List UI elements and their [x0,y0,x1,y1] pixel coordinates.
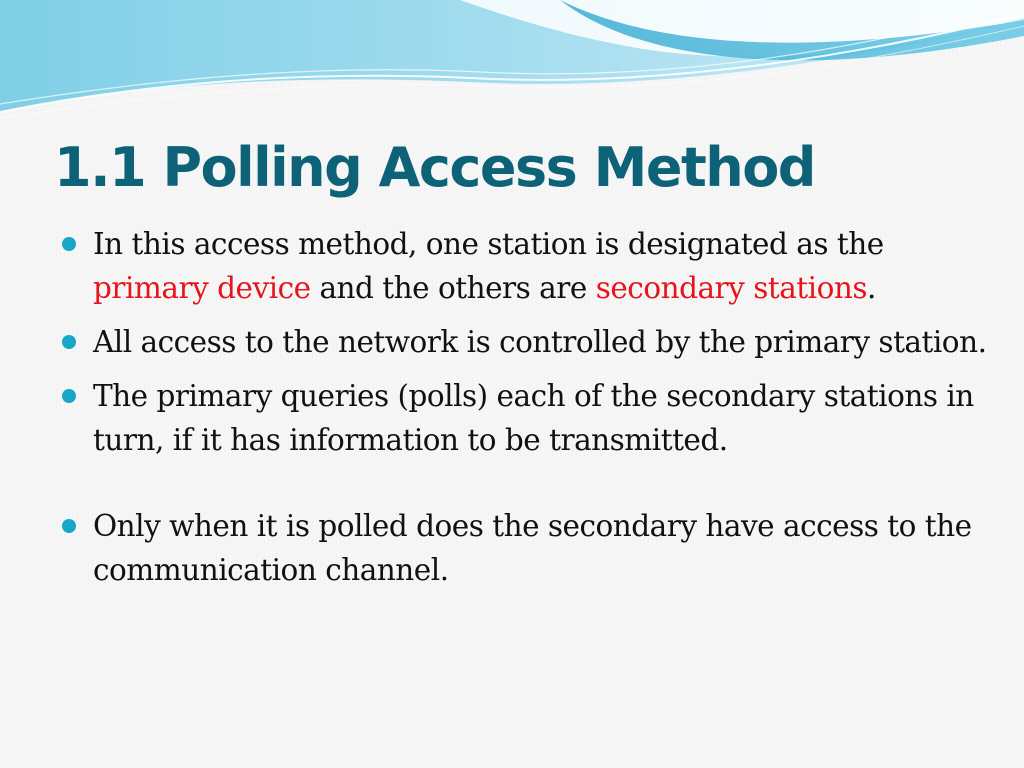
bullet-text: In this access method, one station is designated as the [93,227,884,261]
bullet-dot-icon [62,335,76,349]
bullet-text: All access to the network is controlled by the primary station. [93,325,987,359]
bullet-item [58,222,998,310]
bullet-text: Only when it is polled does the secondary have access to the communication channel. [93,509,972,587]
bullet-item [58,374,998,462]
header-wave-decoration [0,0,1024,125]
bullet-dot-icon [62,389,76,403]
bullet-text: The primary queries (polls) each of the secondary stations in turn, if it has information to be transmitted. [93,379,974,457]
bullet-item [58,504,998,592]
bullet-dot-icon [62,237,76,251]
slide-title: 1.1 Polling Access Method [54,136,815,199]
bullet-list [58,222,998,602]
bullet-text: . [866,271,876,305]
bullet-dot-icon [62,519,76,533]
bullet-text: and the others are [310,271,596,305]
highlight-secondary-stations: secondary stations [595,271,867,305]
bullet-item [58,320,998,364]
highlight-primary-device: primary device [93,271,311,305]
